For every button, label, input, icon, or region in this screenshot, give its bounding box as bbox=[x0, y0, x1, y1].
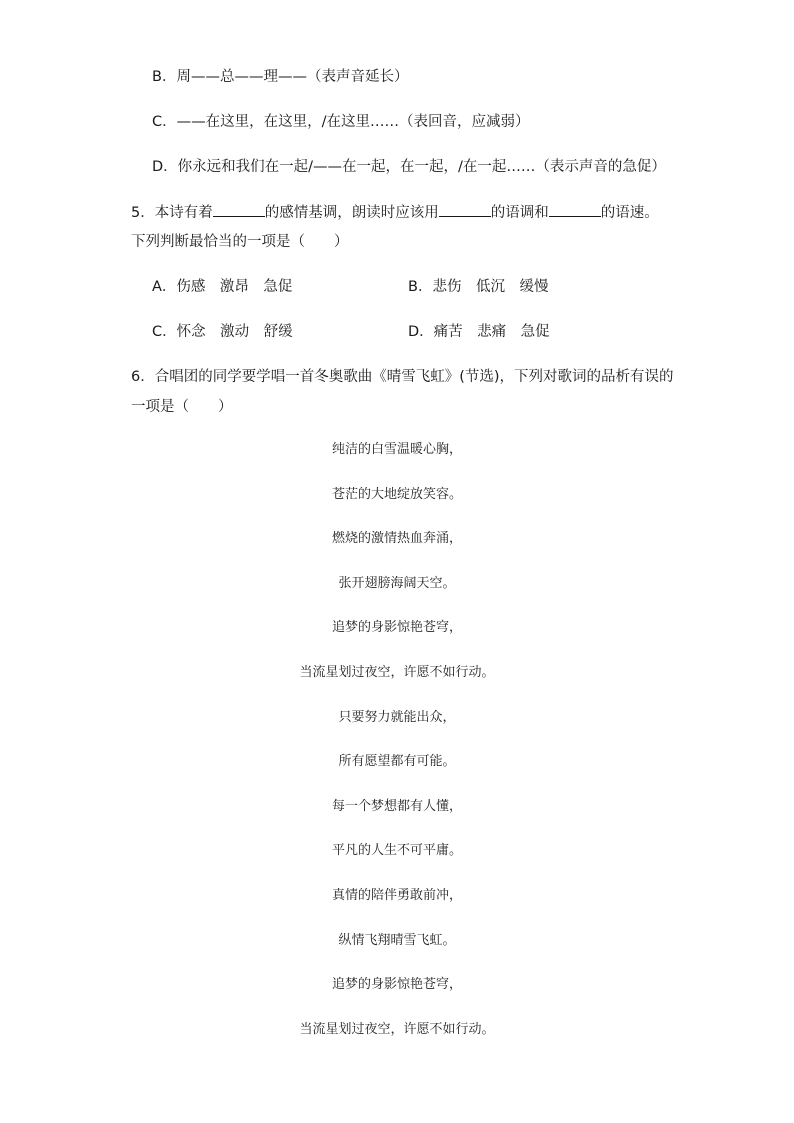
poem-line: 张开翅膀海阔天空。 bbox=[338, 576, 456, 591]
poem-line: 追梦的身影惊艳苍穹， bbox=[331, 977, 462, 992]
poem-line: 纯洁的白雪温暖心胸， bbox=[331, 442, 462, 457]
poem-line: 真情的陪伴勇敢前冲， bbox=[331, 888, 462, 903]
poem-line: 所有愿望都有可能。 bbox=[338, 754, 456, 769]
answer-blank bbox=[213, 202, 265, 217]
q5-stem-part1: 5．本诗有着 bbox=[131, 205, 213, 221]
q4-option-b: B．周——总——理——（表声音延长） bbox=[152, 69, 409, 85]
q5-stem-part3: 的语调和 bbox=[490, 205, 549, 221]
q5-option-b: B．悲伤 低沉 缓慢 bbox=[408, 279, 549, 295]
q5-stem-line1 bbox=[131, 202, 659, 223]
poem-line: 燃烧的激情热血奔涌， bbox=[331, 531, 462, 546]
q5-option-c: C．怀念 激动 舒缓 bbox=[152, 324, 293, 340]
q5-stem-part2: 的感情基调，朗读时应该用 bbox=[264, 205, 439, 221]
poem-line: 当流星划过夜空，许愿不如行动。 bbox=[299, 665, 495, 680]
q6-stem-line1: 6．合唱团的同学要学唱一首冬奥歌曲《晴雪飞虹》(节选)，下列对歌词的品析有误的 bbox=[131, 369, 674, 385]
q5-option-a: A．伤感 激昂 急促 bbox=[152, 279, 293, 295]
answer-blank bbox=[549, 202, 601, 217]
q5-stem-part4: 的语速。 bbox=[600, 205, 659, 221]
q4-option-c: C．——在这里，在这里，/在这里……（表回音，应减弱） bbox=[152, 114, 530, 130]
poem-line: 追梦的身影惊艳苍穹， bbox=[331, 620, 462, 635]
q5-stem-line2: 下列判断最恰当的一项是（ ） bbox=[131, 234, 349, 250]
poem-line: 平凡的人生不可平庸。 bbox=[331, 843, 462, 858]
poem-line: 苍茫的大地绽放笑容。 bbox=[331, 487, 462, 502]
poem-line: 当流星划过夜空，许愿不如行动。 bbox=[299, 1022, 495, 1037]
q5-option-d: D．痛苦 悲痛 急促 bbox=[408, 324, 550, 340]
answer-blank bbox=[439, 202, 491, 217]
poem-line: 只要努力就能出众， bbox=[338, 710, 456, 725]
q6-stem-line2: 一项是（ ） bbox=[131, 399, 233, 415]
poem-line: 纵情飞翔晴雪飞虹。 bbox=[338, 933, 456, 948]
q4-option-d: D．你永远和我们在一起/——在一起，在一起，/在一起……（表示声音的急促） bbox=[152, 159, 666, 175]
poem-line: 每一个梦想都有人懂， bbox=[331, 799, 462, 814]
